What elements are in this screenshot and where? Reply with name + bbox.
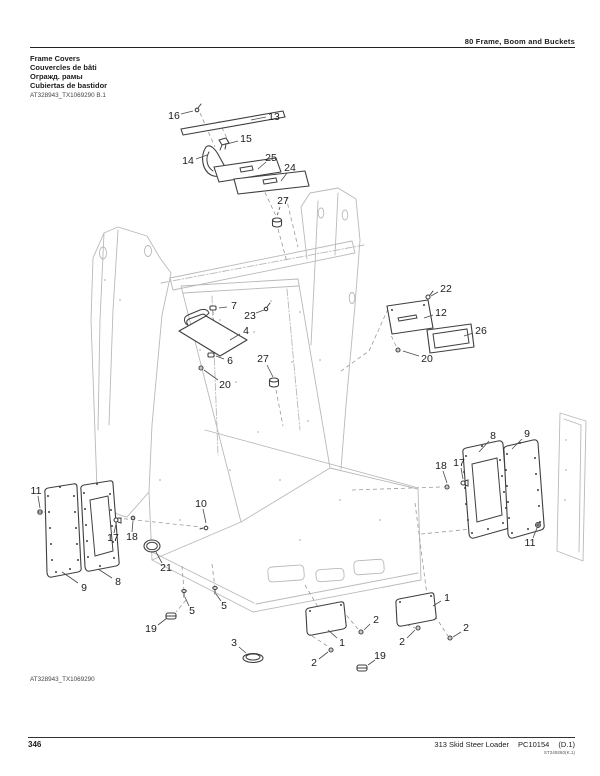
callout-4: 4 [243, 324, 249, 337]
callout-18: 18 [126, 530, 138, 543]
callout-15: 15 [240, 132, 252, 145]
callout-leader-20 [403, 351, 419, 356]
callout-23: 23 [244, 309, 256, 322]
part-cap-19-right [357, 665, 367, 671]
callout-leader-20 [204, 370, 218, 380]
footer-revision: (D.1) [558, 740, 575, 749]
part-screw-11-right [536, 523, 541, 528]
callout-leader-16 [181, 111, 193, 114]
callout-27: 27 [257, 352, 269, 365]
callout-24: 24 [284, 161, 296, 174]
part-bolt-17-left [114, 518, 121, 523]
callout-22: 22 [440, 282, 452, 295]
callout-27: 27 [277, 194, 289, 207]
part-washer-18-right [445, 485, 449, 489]
callout-8: 8 [115, 575, 121, 588]
callout-leader-2 [319, 652, 328, 659]
part-cover-4 [179, 309, 247, 356]
callout-9: 9 [524, 427, 530, 440]
footer-right [425, 740, 575, 755]
callout-leader-3 [239, 647, 246, 653]
callout-19: 19 [145, 622, 157, 635]
callout-2: 2 [463, 621, 469, 634]
callout-19: 19 [374, 649, 386, 662]
callout-12: 12 [435, 306, 447, 319]
callout-17: 17 [107, 531, 119, 544]
part-grommet-27-top [273, 218, 282, 227]
callout-11: 11 [524, 536, 536, 549]
callout-17: 17 [453, 456, 465, 469]
callout-leader-2 [453, 632, 461, 637]
callout-leader-17 [461, 468, 463, 479]
parts [38, 104, 544, 671]
callout-leader-11 [38, 496, 40, 508]
part-screw-2d [448, 636, 452, 640]
callout-leader-2 [364, 624, 370, 630]
part-screw-20-left [199, 366, 203, 370]
part-bezel-26 [427, 324, 474, 353]
part-screw-2c [416, 626, 420, 630]
callout-18: 18 [435, 459, 447, 472]
part-plug-3 [243, 654, 263, 663]
callout-10: 10 [195, 497, 207, 510]
callout-3: 3 [231, 636, 237, 649]
part-screw-2b [329, 648, 333, 652]
callout-leader-18 [443, 471, 447, 483]
callout-leader-2 [407, 630, 415, 638]
callout-11: 11 [30, 484, 42, 497]
part-plate-1-left [306, 602, 346, 635]
part-screw-20-right [396, 348, 400, 352]
footer-stamp: ST249260(K.1) [543, 750, 575, 755]
callout-leader-27 [267, 365, 273, 377]
figure-reference-bottom: AT328943_TX1069290 [30, 676, 95, 683]
callout-21: 21 [160, 561, 172, 574]
part-washer-18-left [131, 516, 135, 520]
title-es: Cubiertas de bastidor [30, 81, 108, 90]
callout-5: 5 [189, 604, 195, 617]
callout-6: 6 [227, 354, 233, 367]
callout-5: 5 [221, 599, 227, 612]
part-nut-6 [208, 353, 214, 357]
callout-leader-7 [219, 307, 227, 308]
callout-1: 1 [339, 636, 345, 649]
part-cover-8-right [463, 441, 509, 538]
part-nut-7 [210, 306, 216, 310]
callout-13: 13 [268, 110, 280, 123]
callout-14: 14 [182, 154, 194, 167]
callout-leader-27 [277, 207, 280, 216]
footer-catalog: PC10154 [518, 740, 550, 749]
callout-26: 26 [475, 324, 487, 337]
part-cap-19-left [166, 613, 176, 619]
title-ru: Огражд. рамы [30, 72, 83, 81]
header-section-title: 80 Frame, Boom and Buckets [464, 37, 575, 46]
assembly-dashed-lines [44, 110, 533, 647]
part-cover-8-left [81, 481, 119, 571]
part-screw-5a [182, 590, 186, 597]
callout-leader-23 [256, 310, 264, 313]
figure-reference-top: AT328943_TX1069290 B.1 [30, 92, 106, 99]
callout-9: 9 [81, 581, 87, 594]
callout-2: 2 [311, 656, 317, 669]
callout-8: 8 [490, 429, 496, 442]
callout-25: 25 [265, 151, 277, 164]
callout-leader-10 [203, 509, 206, 523]
callout-leader-8 [98, 569, 112, 578]
part-screw-2a [359, 630, 363, 634]
callout-2: 2 [373, 613, 379, 626]
callout-7: 7 [231, 299, 237, 312]
callout-1: 1 [444, 591, 450, 604]
part-grommet-27-mid [270, 378, 279, 387]
callout-16: 16 [168, 109, 180, 122]
footer-page-number: 346 [28, 740, 42, 749]
part-cover-9-left [45, 484, 81, 577]
part-ring-21 [144, 540, 160, 552]
part-screw-16 [195, 104, 201, 112]
part-fastener-10 [200, 526, 208, 530]
callout-20: 20 [421, 352, 433, 365]
callout-20: 20 [219, 378, 231, 391]
footer-rule [28, 737, 575, 738]
callout-layer [31, 110, 537, 669]
part-plate-1-right [396, 593, 436, 626]
machine-wireframe [91, 188, 586, 612]
title-en: Frame Covers [30, 54, 81, 63]
part-screw-23 [264, 303, 270, 311]
callout-leader-19 [158, 618, 167, 625]
title-fr: Couvercles de bâti [30, 63, 97, 72]
footer-model: 313 Skid Steer Loader [434, 740, 510, 749]
callout-2: 2 [399, 635, 405, 648]
part-screw-11-left [38, 510, 42, 514]
